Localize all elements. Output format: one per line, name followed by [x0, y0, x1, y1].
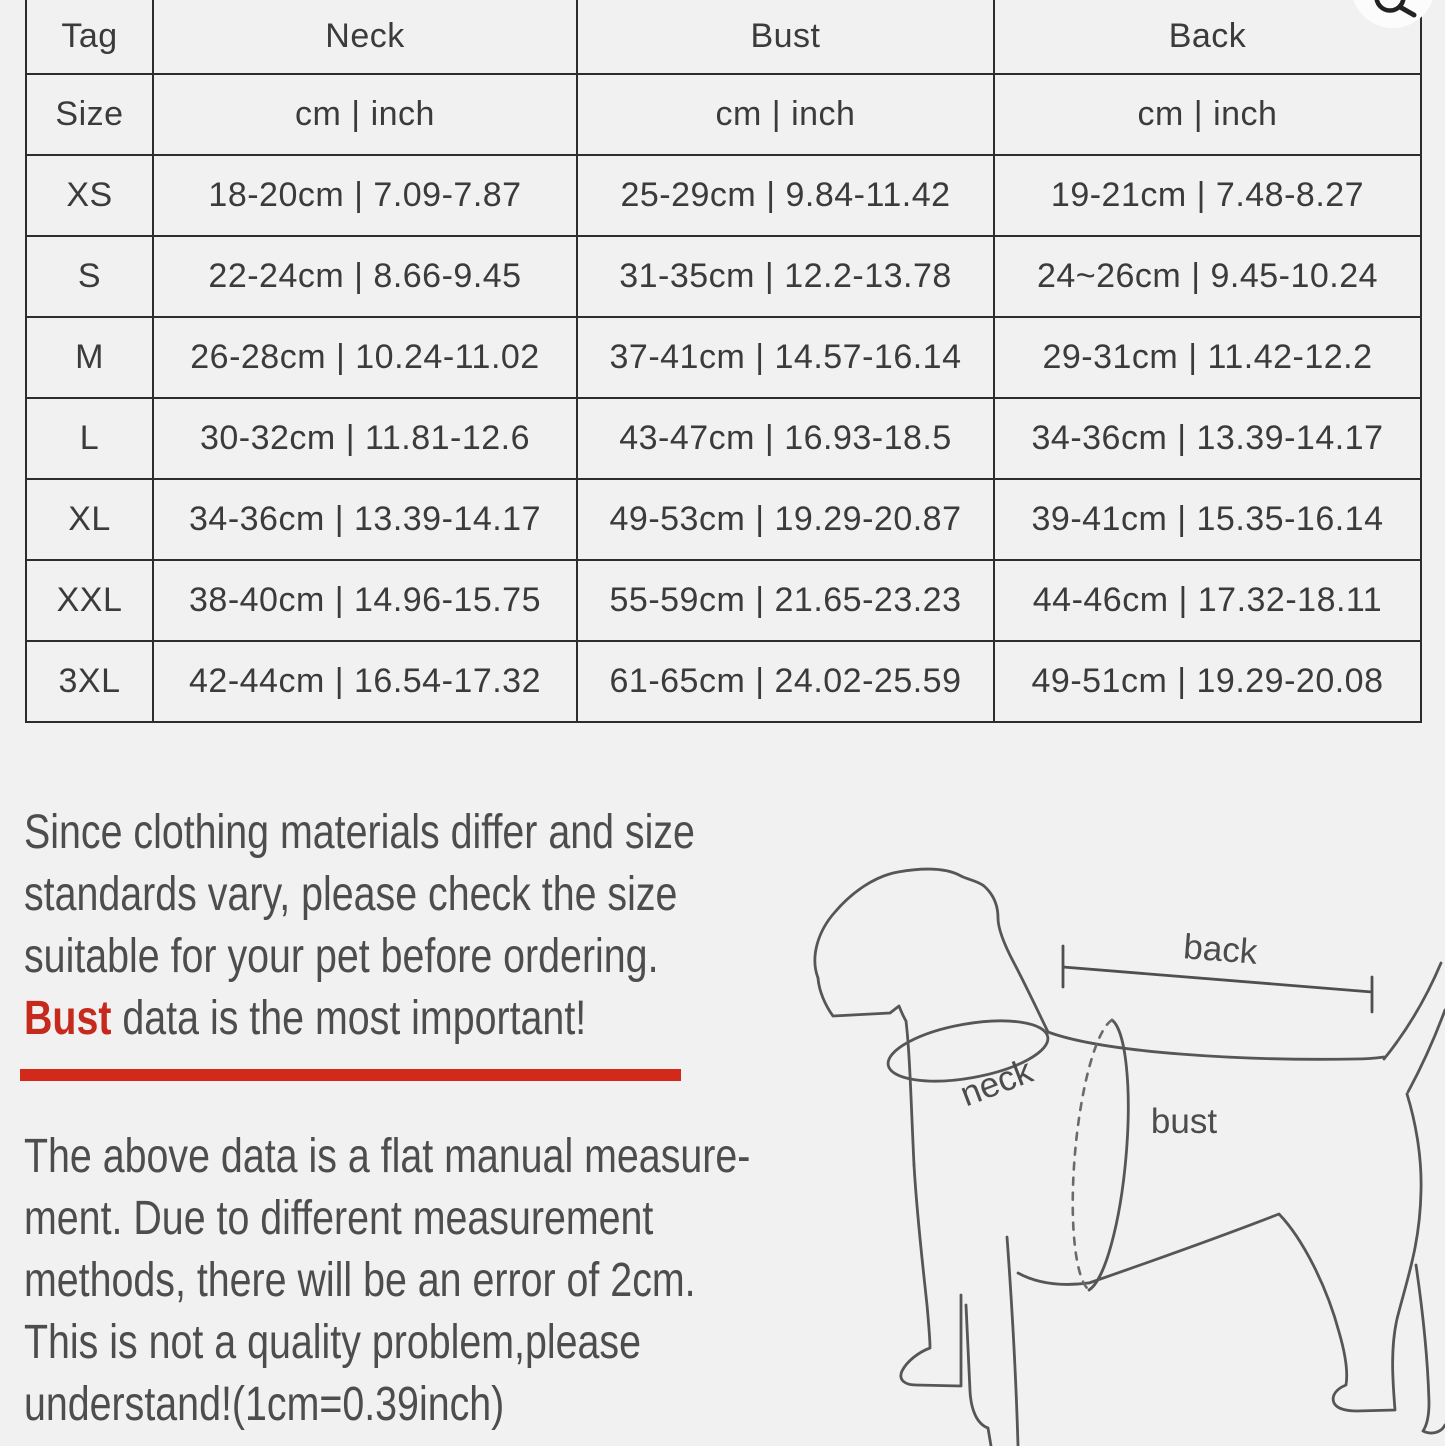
- back-value: 19-21cm | 7.48-8.27: [994, 155, 1421, 236]
- back-value: 44-46cm | 17.32-18.11: [994, 560, 1421, 641]
- neck-value: 22-24cm | 8.66-9.45: [153, 236, 577, 317]
- neck-value: 30-32cm | 11.81-12.6: [153, 398, 577, 479]
- header-neck: Neck: [153, 0, 577, 74]
- neck-value: 26-28cm | 10.24-11.02: [153, 317, 577, 398]
- bust-value: 43-47cm | 16.93-18.5: [577, 398, 994, 479]
- back-value: 39-41cm | 15.35-16.14: [994, 479, 1421, 560]
- header-back: Back: [994, 0, 1421, 74]
- note-line: suitable for your pet before ordering.: [24, 930, 659, 983]
- dog-back-line: [1048, 1032, 1384, 1059]
- table-row: [26, 155, 1421, 236]
- header-bust: Bust: [577, 0, 994, 74]
- bust-label: bust: [1150, 1102, 1218, 1141]
- red-underline-bar: [20, 1069, 681, 1081]
- dog-muzzle-outline: [818, 978, 914, 1165]
- table-units-row: [26, 74, 1421, 155]
- size-label: 3XL: [26, 641, 153, 722]
- neck-value: 38-40cm | 14.96-15.75: [153, 560, 577, 641]
- table-row: [26, 479, 1421, 560]
- size-label: XXL: [26, 560, 153, 641]
- back-value: 49-51cm | 19.29-20.08: [994, 641, 1421, 722]
- table-header-row: [26, 0, 1421, 74]
- neck-value: 34-36cm | 13.39-14.17: [153, 479, 577, 560]
- size-advice-paragraph: [24, 802, 828, 1050]
- note-line: This is not a quality problem,please: [24, 1316, 641, 1369]
- size-label: XS: [26, 155, 153, 236]
- note-line: [24, 988, 828, 1050]
- zoom-button-background: [1351, 0, 1435, 28]
- bust-value: 31-35cm | 12.2-13.78: [577, 236, 994, 317]
- dog-far-front-leg: [966, 1305, 991, 1446]
- dog-tail-inner: [1408, 1010, 1445, 1092]
- note-line: methods, there will be an error of 2cm.: [24, 1254, 696, 1307]
- dog-far-front-leg-back: [1007, 1237, 1018, 1446]
- table-row: [26, 236, 1421, 317]
- size-label: M: [26, 317, 153, 398]
- back-value: 34-36cm | 13.39-14.17: [994, 398, 1421, 479]
- zoom-button[interactable]: [1335, 0, 1445, 52]
- dog-measurement-diagram: [795, 835, 1445, 1446]
- bust-measure-ellipse-solid: [1089, 1020, 1128, 1290]
- bust-value: 49-53cm | 19.29-20.87: [577, 479, 994, 560]
- dog-head-outline: [815, 869, 1048, 1032]
- neck-value: 42-44cm | 16.54-17.32: [153, 641, 577, 722]
- neck-value: 18-20cm | 7.09-7.87: [153, 155, 577, 236]
- table-row: [26, 317, 1421, 398]
- note-line: The above data is a flat manual measure-: [24, 1130, 751, 1183]
- note-line: ment. Due to different measurement: [24, 1192, 654, 1245]
- table-row: [26, 641, 1421, 722]
- neck-label: neck: [954, 1051, 1038, 1115]
- dog-chest-line: [1018, 1273, 1088, 1284]
- bust-value: 37-41cm | 14.57-16.14: [577, 317, 994, 398]
- note-line: understand!(1cm=0.39inch): [24, 1378, 505, 1431]
- measurement-disclaimer-paragraph: [24, 1126, 828, 1436]
- note-line: Since clothing materials differ and size: [24, 806, 695, 859]
- units-neck: cm | inch: [153, 74, 577, 155]
- bust-measure-ellipse-dashed: [1073, 1020, 1112, 1290]
- note-line-rest: data is the most important!: [111, 992, 587, 1045]
- bust-value: 25-29cm | 9.84-11.42: [577, 155, 994, 236]
- table-row: [26, 560, 1421, 641]
- size-label: S: [26, 236, 153, 317]
- header-size: Size: [26, 74, 153, 155]
- size-table: [25, 0, 1422, 723]
- size-label: XL: [26, 479, 153, 560]
- dog-belly-hind-leg: [1089, 1094, 1421, 1411]
- dog-far-hind-leg: [1416, 1265, 1445, 1433]
- back-value: 24~26cm | 9.45-10.24: [994, 236, 1421, 317]
- note-line: standards vary, please check the size: [24, 868, 678, 921]
- header-tag: Tag: [26, 0, 153, 74]
- bust-value: 55-59cm | 21.65-23.23: [577, 560, 994, 641]
- units-bust: cm | inch: [577, 74, 994, 155]
- units-back: cm | inch: [994, 74, 1421, 155]
- bust-value: 61-65cm | 24.02-25.59: [577, 641, 994, 722]
- table-row: [26, 398, 1421, 479]
- bust-highlight: Bust: [24, 992, 112, 1045]
- size-label: L: [26, 398, 153, 479]
- back-label: back: [1182, 927, 1259, 972]
- back-value: 29-31cm | 11.42-12.2: [994, 317, 1421, 398]
- dog-front-leg: [901, 1165, 961, 1386]
